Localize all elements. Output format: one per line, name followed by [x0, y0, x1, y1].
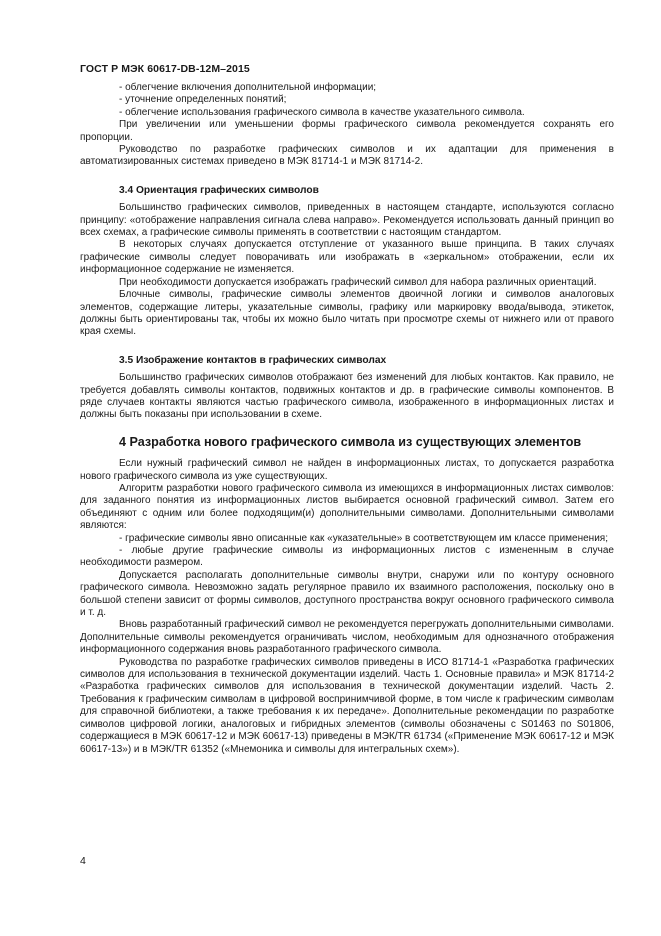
paragraph: Большинство графических символов, приведенных в настоящем стандарте, используются согласно принципу: «отображение направления сигнала слева направо». Рекомендуется использовать данный принцип во всех схемах, а графические символы применять в соответствии с настоящим стандартом.: [80, 202, 614, 239]
list-item: - облегчение включения дополнительной информации;: [119, 82, 377, 93]
paragraph: Руководство по разработке графических символов и их адаптации для применения в автоматизированных системах приведено в МЭК 81714-1 и МЭК 81714-2.: [80, 144, 614, 168]
section-heading-3-4: 3.4 Ориентация графических символов: [119, 184, 319, 196]
list-item: - любые другие графические символы из информационных листов с измененным в случае необходимости размером.: [80, 545, 614, 569]
paragraph: Большинство графических символов отображают без изменений для любых контактов. Как правило, не требуется добавлять символы контактов, подвижных контактов и др. в графические символы компонентов. В ряде случаев контакты являются частью графического символа, изображенного в информационных листах и должны быть показаны при использовании в схеме.: [80, 372, 614, 421]
paragraph: Алгоритм разработки нового графического символа из имеющихся в информационных листах символов: для заданного понятия из информационных листов выбирается основной графический символ. Затем его объединяют с одним или более подходящим(и) дополнительными символами. Дополнительными символами являются:: [80, 482, 614, 532]
page-number: 4: [80, 855, 86, 867]
paragraph: При необходимости допускается изображать графический символ для набора различных ориентаций.: [119, 276, 597, 288]
paragraph: Допускается располагать дополнительные символы внутри, снаружи или по контуру основного графического символа. Невозможно задать регулярное правило их взаимного расположения, поскольку оно в большой степени зависит от формы символов, доступного пространства вокруг основного графического символа и т. д.: [80, 569, 614, 619]
list-item: - облегчение использования графического символа в качестве указательного символа.: [119, 106, 525, 118]
document-body: [80, 82, 614, 756]
list-item: - графические символы явно описанные как «указательные» в соответствующем им классе применения;: [119, 532, 608, 544]
paragraph: Если нужный графический символ не найден в информационных листах, то допускается разработка нового графического символа из уже существующих.: [80, 458, 614, 482]
section-heading-4: 4 Разработка нового графического символа из существующих элементов: [119, 434, 582, 449]
paragraph: Вновь разработанный графический символ не рекомендуется перегружать дополнительными символами. Дополнительные символы рекомендуется ограничивать числом, необходимым для однозначного отображения информационного содержания вновь разработанного графического символа.: [80, 619, 614, 656]
paragraph: Блочные символы, графические символы элементов двоичной логики и символов аналоговых элементов, содержащие литеры, указательные символы, графику или маркировку ввода/вывода, этикеток, должны быть ориентированы так, чтобы их можно было читать при просмотре схемы от нижнего или от правого края схемы.: [80, 289, 614, 338]
paragraph: При увеличении или уменьшении формы графического символа рекомендуется сохранять его пропорции.: [80, 119, 614, 143]
list-item: - уточнение определенных понятий;: [119, 94, 287, 106]
document-header: ГОСТ Р МЭК 60617-DB-12M–2015: [80, 63, 250, 75]
section-heading-3-5: 3.5 Изображение контактов в графических символах: [119, 354, 387, 366]
paragraph: В некоторых случаях допускается отступление от указанного выше принципа. В таких случаях графические символы следует поворачивать или изображать в «зеркальном» отображении, если их информационное содержание не изменяется.: [80, 239, 614, 276]
paragraph: Руководства по разработке графических символов приведены в ИСО 81714-1 «Разработка графических символов для использования в технической документации изделий. Часть 1. Основные правила» и МЭК 81714-2 «Разработка графических символов для использования в технической документации изделий. Часть 2. Требования к графическим символам в цифровой воспринимчивой форме, в том числе к графическим символам для справочной библиотеки, а также требования к их передаче». Дополнительные рекомендации по разработке символов цифровой логики, аналоговых и гибридных элементов (символы обозначены с S01463 по S01806, содержащиеся в МЭК 60617-12 и МЭК 60617-13) приведены в МЭК/TR 61734 («Применение МЭК 60617-12 и МЭК 60617-13») и в МЭК/TR 61352 («Мнемоника и символы для интегральных схем»).: [80, 656, 614, 755]
